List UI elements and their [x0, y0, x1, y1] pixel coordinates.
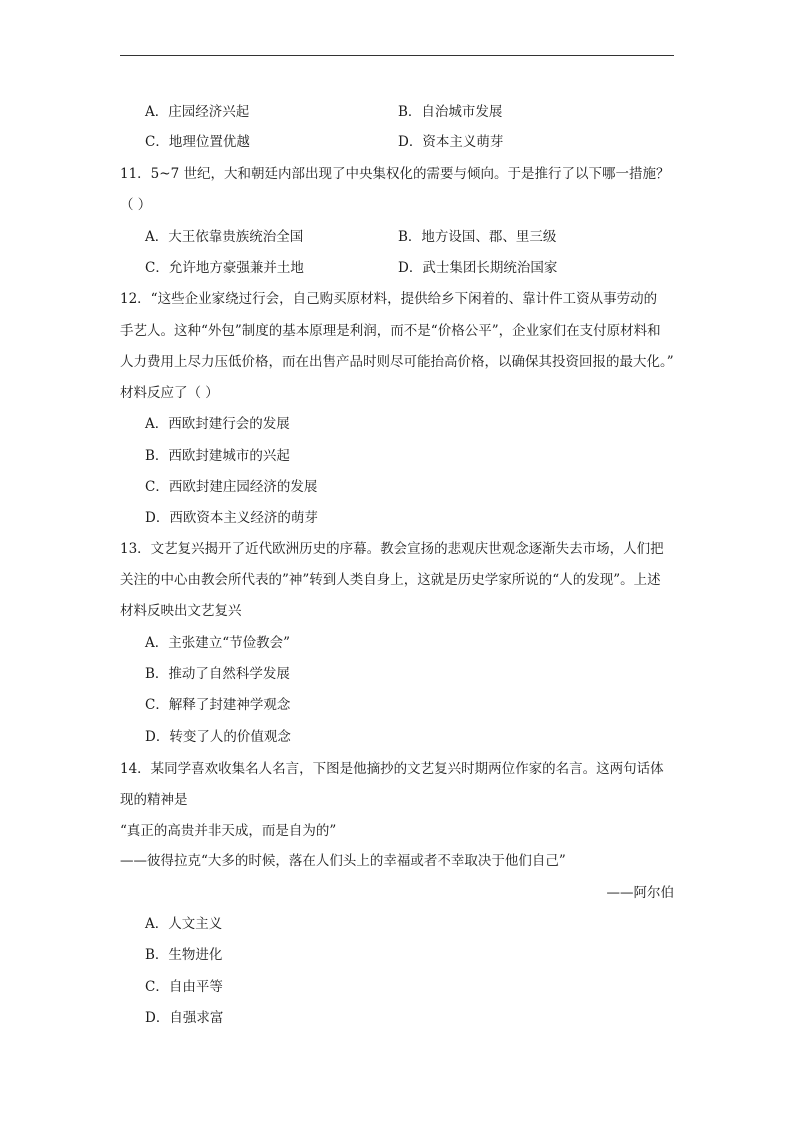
q11-option-c: C．允许地方豪强兼并土地 [145, 260, 304, 276]
q11-answer-blank: （ ） [120, 197, 152, 213]
header-rule [120, 55, 674, 56]
q12-stem-line: 12．“这些企业家绕过行会，自己购买原材料，提供给乡下闲着的、靠计件工资从事劳动的 [120, 291, 658, 307]
q14-stem-line: 14．某同学喜欢收集名人名言，下图是他摘抄的文艺复兴时期两位作家的名言。这两句话体 [120, 761, 664, 777]
q12-option-a: A．西欧封建行会的发展 [145, 416, 290, 432]
q13-stem-line: 关注的中心由教会所代表的”神”转到人类自身上，这就是历史学家所说的“人的发现”。上述 [120, 572, 661, 588]
q13-option-c: C．解释了封建神学观念 [145, 697, 291, 713]
q12-option-b: B．西欧封建城市的兴起 [145, 448, 290, 464]
q13-stem-line: 13．文艺复兴揭开了近代欧洲历史的序幕。教会宣扬的悲观庆世观念逐渐失去市场，人们把 [120, 541, 664, 557]
q12-option-c: C．西欧封建庄园经济的发展 [145, 479, 318, 495]
q11-option-d: D．武士集团长期统治国家 [398, 260, 558, 276]
q10-option-a: A．庄园经济兴起 [145, 104, 250, 120]
q14-option-c: C．自由平等 [145, 979, 223, 995]
q12-stem-line: 手艺人。这种“外包”制度的基本原理是利润，而不是“价格公平”，企业家们在支付原材料和 [120, 323, 661, 339]
q13-option-a: A．主张建立“节俭教会” [145, 635, 291, 651]
q13-stem-line: 材料反映出文艺复兴 [120, 603, 242, 619]
q11-option-b: B．地方设国、郡、里三级 [398, 229, 557, 245]
q11-option-a: A．大王依靠贵族统治全国 [145, 229, 304, 245]
q13-option-b: B．推动了自然科学发展 [145, 666, 290, 682]
q14-quote: “真正的高贵并非天成，而是自为的” [120, 823, 337, 839]
q12-option-d: D．西欧资本主义经济的萌芽 [145, 510, 318, 526]
q14-option-a: A．人文主义 [145, 916, 223, 932]
q14-option-b: B．生物进化 [145, 947, 223, 963]
q12-stem-line: 材料反应了（ ） [120, 385, 219, 401]
q13-option-d: D．转变了人的价值观念 [145, 729, 291, 745]
q10-option-d: D．资本主义萌芽 [398, 134, 504, 150]
q14-attribution: ——阿尔伯 [606, 885, 674, 901]
q14-quote: ——彼得拉克“大多的时候，落在人们头上的幸福或者不幸取决于他们自己” [120, 853, 566, 869]
q14-option-d: D．自强求富 [145, 1010, 224, 1026]
q12-stem-line: 人力费用上尽力压低价格，而在出售产品时则尽可能抬高价格，以确保其投资回报的最大化。” [120, 354, 674, 370]
q10-option-c: C．地理位置优越 [145, 134, 250, 150]
q10-option-b: B．自治城市发展 [398, 104, 503, 120]
q11-stem: 11．5~7 世纪，大和朝廷内部出现了中央集权化的需要与倾向。于是推行了以下哪一措施？ [120, 166, 670, 182]
q14-stem-line: 现的精神是 [120, 792, 188, 808]
